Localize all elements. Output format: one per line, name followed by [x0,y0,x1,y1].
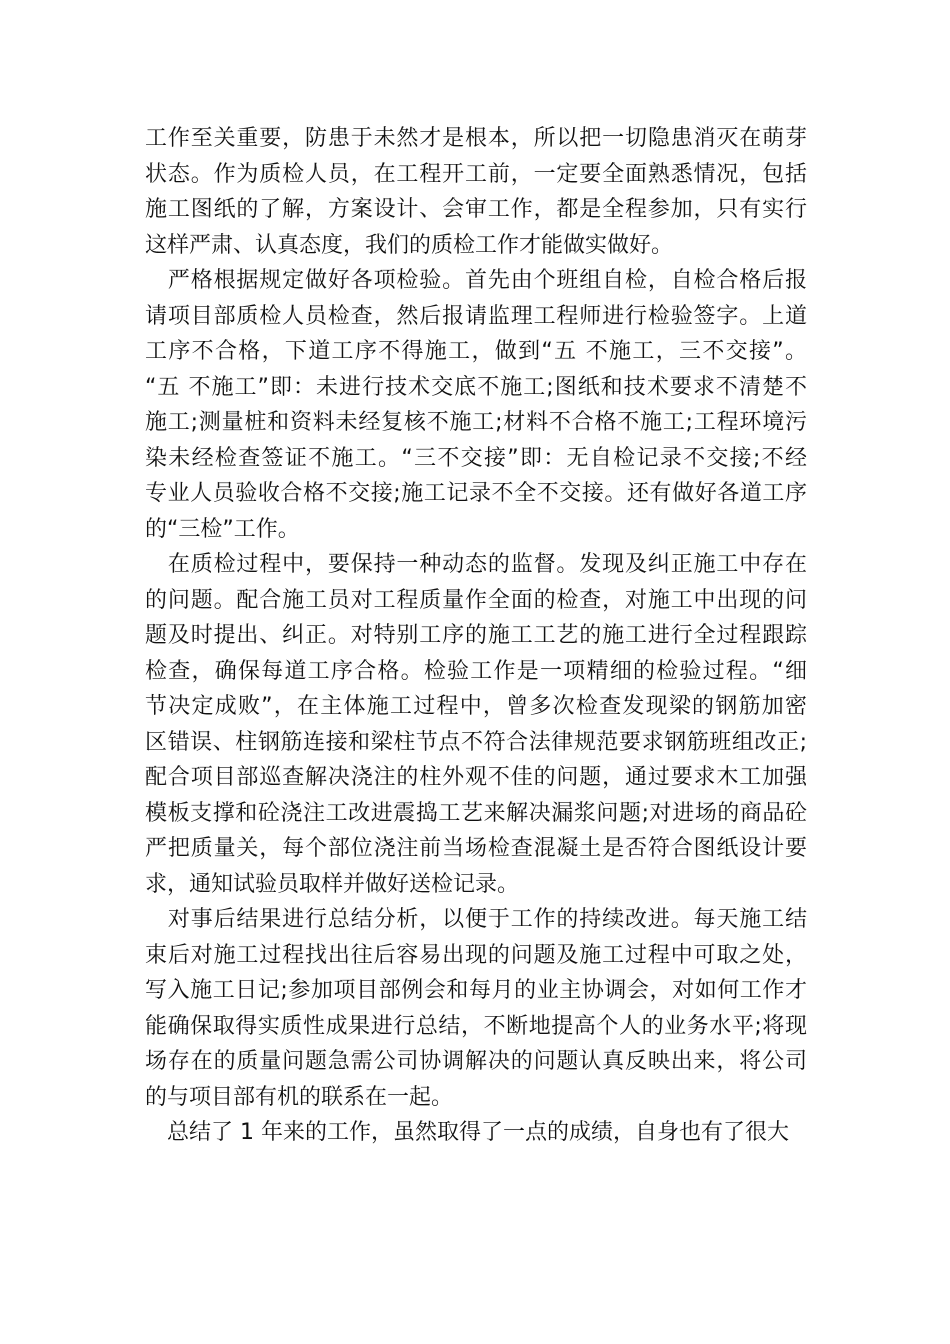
paragraph [145,263,807,547]
text-line: 区错误、柱钢筋连接和梁柱节点不符合法律规范要求钢筋班组改正; [145,729,807,755]
text-line: 题及时提出、纠正。对特别工序的施工工艺的施工进行全过程跟踪 [145,623,807,648]
text-line: 束后对施工过程找出往后容易出现的问题及施工过程中可取之处， [145,942,807,968]
text-line: 这样严肃、认真态度，我们的质检工作才能做实做好。 [145,232,674,258]
paragraph [145,547,807,902]
text-line: 染未经检查签证不施工。“三不交接”即：无自检记录不交接;不经 [145,445,807,471]
text-line: 严格根据规定做好各项检验。首先由个班组自检，自检合格后报 [145,268,807,293]
body-text [145,121,807,1151]
text-line: 模板支撑和砼浇注工改进震捣工艺来解决漏浆问题;对进场的商品砼 [145,800,807,826]
text-line: 求，通知试验员取样并做好送检记录。 [145,871,520,897]
text-line: 的问题。配合施工员对工程质量作全面的检查，对施工中出现的问 [145,587,807,613]
text-line: 节决定成败”，在主体施工过程中，曾多次检查发现梁的钢筋加密 [145,694,807,719]
text-line: 施工图纸的了解，方案设计、会审工作，都是全程参加，只有实行 [145,197,807,222]
text-line: 专业人员验收合格不交接;施工记录不全不交接。还有做好各道工序 [145,481,807,506]
text-line: 严把质量关，每个部位浇注前当场检查混凝土是否符合图纸设计要 [145,836,807,861]
paragraph [145,121,807,263]
text-line: 工作至关重要，防患于未然才是根本，所以把一切隐患消灭在萌芽 [145,126,807,151]
text-line: 检查，确保每道工序合格。检验工作是一项精细的检验过程。“细 [145,658,807,684]
text-line: 施工;测量桩和资料未经复核不施工;材料不合格不施工;工程环境污 [145,410,807,435]
text-line: 写入施工日记;参加项目部例会和每月的业主协调会，对如何工作才 [145,978,807,1003]
text-line: 能确保取得实质性成果进行总结，不断地提高个人的业务水平;将现 [145,1013,807,1039]
text-line: 请项目部质检人员检查，然后报请监理工程师进行检验签字。上道 [145,303,807,329]
text-line: 配合项目部巡查解决浇注的柱外观不佳的问题，通过要求木工加强 [145,765,807,790]
paragraph [145,1115,807,1151]
paragraph [145,902,807,1115]
text-line: 在质检过程中，要保持一种动态的监督。发现及纠正施工中存在 [145,552,807,577]
text-line: 的“三检”工作。 [145,516,300,542]
text-line: 工序不合格，下道工序不得施工，做到“五 不施工，三不交接”。 [145,339,807,364]
text-line: 总结了 1 年来的工作，虽然取得了一点的成绩，自身也有了很大 [145,1120,789,1145]
text-line: “五 不施工”即：未进行技术交底不施工;图纸和技术要求不清楚不 [145,374,807,400]
text-line: 场存在的质量问题急需公司协调解决的问题认真反映出来，将公司 [145,1049,807,1074]
text-line: 对事后结果进行总结分析，以便于工作的持续改进。每天施工结 [145,907,807,932]
text-line: 状态。作为质检人员，在工程开工前，一定要全面熟悉情况，包括 [145,161,807,187]
text-line: 的与项目部有机的联系在一起。 [145,1084,454,1110]
